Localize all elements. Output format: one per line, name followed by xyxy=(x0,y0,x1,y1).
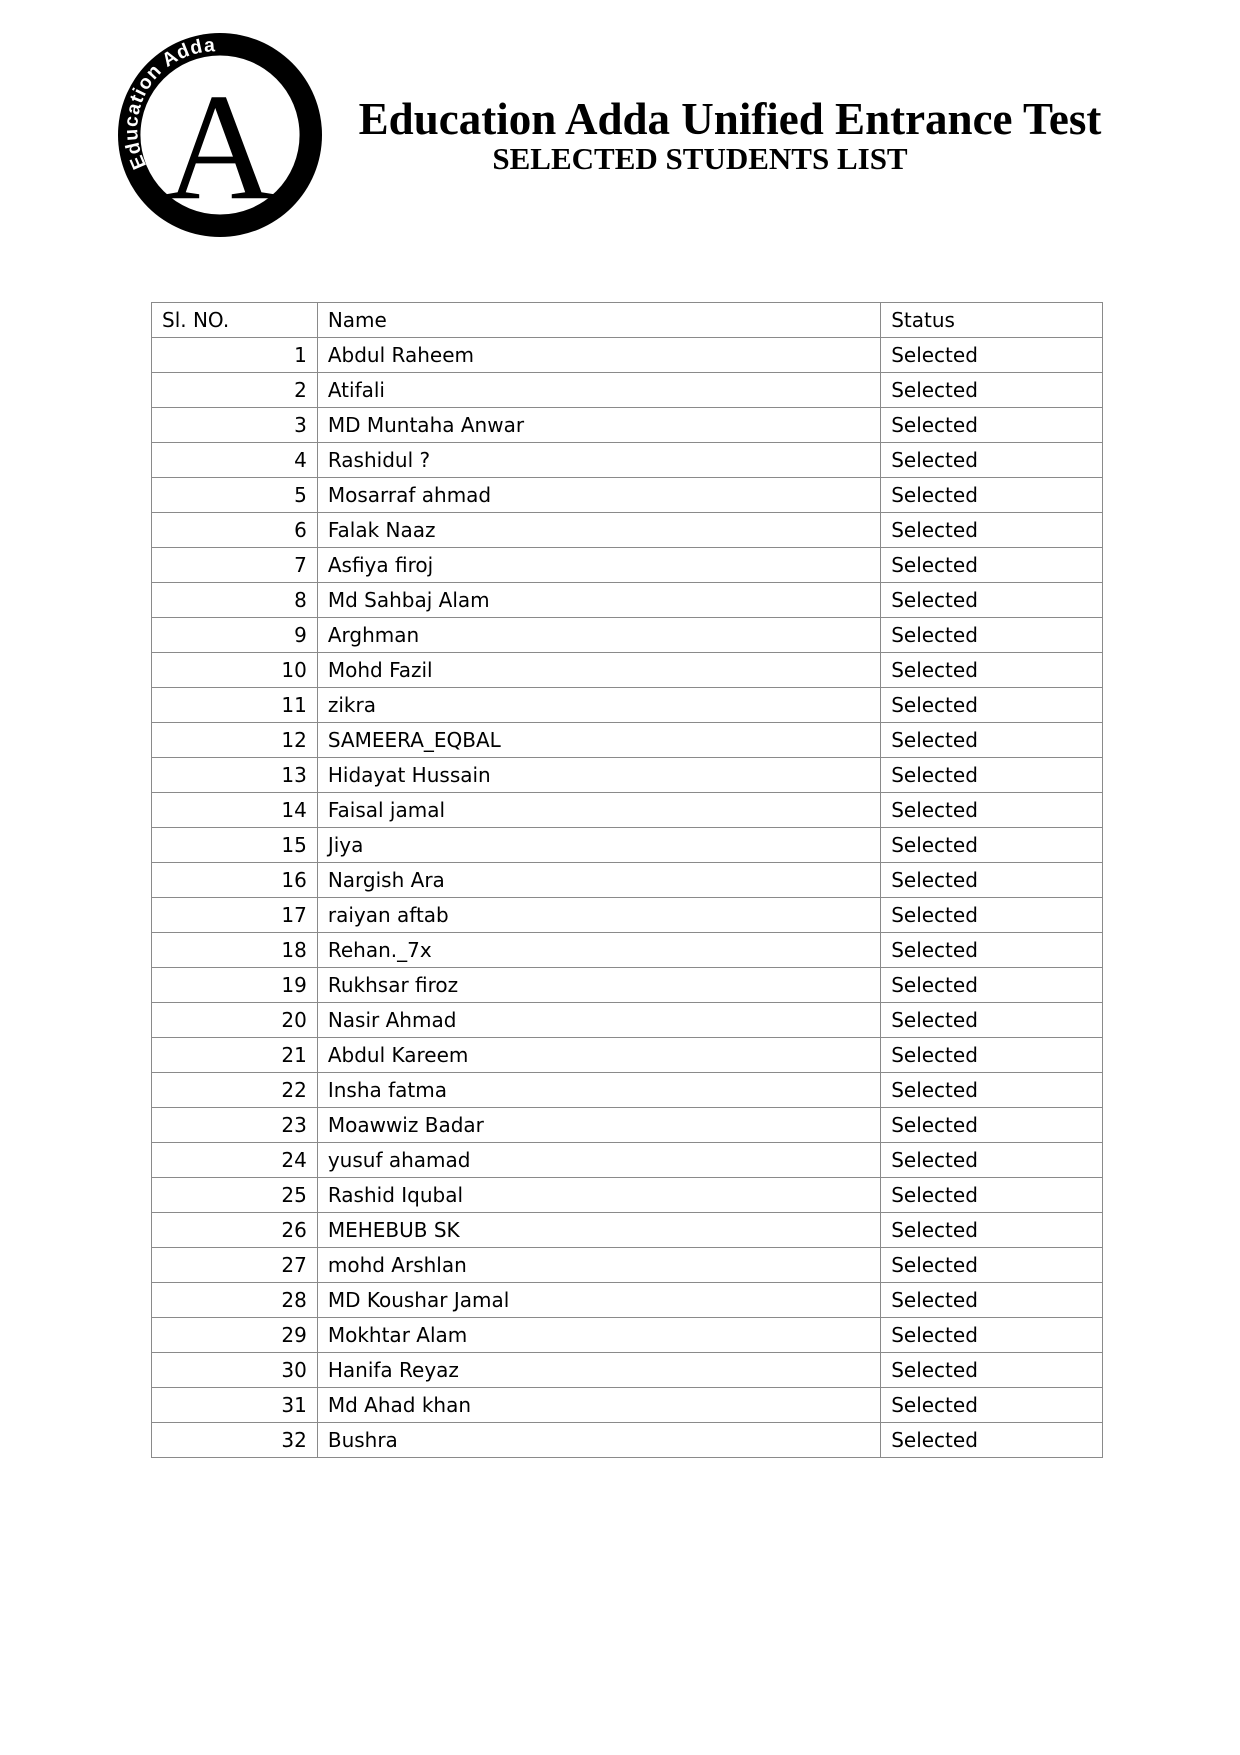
table-row xyxy=(152,1213,1103,1248)
cell-status: Selected xyxy=(881,618,1103,653)
cell-sl-no: 5 xyxy=(152,478,318,513)
table-row xyxy=(152,1318,1103,1353)
cell-name: Asfiya firoj xyxy=(317,548,880,583)
table-row xyxy=(152,968,1103,1003)
cell-status: Selected xyxy=(881,583,1103,618)
table-row xyxy=(152,618,1103,653)
table-row xyxy=(152,863,1103,898)
cell-sl-no: 25 xyxy=(152,1178,318,1213)
cell-status: Selected xyxy=(881,1248,1103,1283)
cell-sl-no: 29 xyxy=(152,1318,318,1353)
cell-sl-no: 2 xyxy=(152,373,318,408)
table-row xyxy=(152,1143,1103,1178)
table-row xyxy=(152,513,1103,548)
cell-status: Selected xyxy=(881,1038,1103,1073)
cell-sl-no: 32 xyxy=(152,1423,318,1458)
table-row xyxy=(152,443,1103,478)
cell-status: Selected xyxy=(881,548,1103,583)
cell-name: Arghman xyxy=(317,618,880,653)
cell-status: Selected xyxy=(881,1003,1103,1038)
cell-name: Hanifa Reyaz xyxy=(317,1353,880,1388)
table-row xyxy=(152,1423,1103,1458)
table-row xyxy=(152,1388,1103,1423)
cell-sl-no: 17 xyxy=(152,898,318,933)
cell-sl-no: 13 xyxy=(152,758,318,793)
cell-name: Abdul Kareem xyxy=(317,1038,880,1073)
cell-name: Nasir Ahmad xyxy=(317,1003,880,1038)
cell-sl-no: 16 xyxy=(152,863,318,898)
cell-sl-no: 7 xyxy=(152,548,318,583)
cell-name: Moawwiz Badar xyxy=(317,1108,880,1143)
cell-name: MD Koushar Jamal xyxy=(317,1283,880,1318)
cell-sl-no: 22 xyxy=(152,1073,318,1108)
table-row xyxy=(152,338,1103,373)
cell-status: Selected xyxy=(881,933,1103,968)
table-row xyxy=(152,653,1103,688)
cell-name: Mosarraf ahmad xyxy=(317,478,880,513)
cell-name: Falak Naaz xyxy=(317,513,880,548)
cell-status: Selected xyxy=(881,373,1103,408)
education-adda-logo xyxy=(118,33,322,237)
cell-name: Rashidul ? xyxy=(317,443,880,478)
table-row xyxy=(152,1003,1103,1038)
table-row xyxy=(152,828,1103,863)
cell-name: Mokhtar Alam xyxy=(317,1318,880,1353)
cell-sl-no: 28 xyxy=(152,1283,318,1318)
cell-name: MD Muntaha Anwar xyxy=(317,408,880,443)
table-row xyxy=(152,758,1103,793)
table-row xyxy=(152,1283,1103,1318)
column-header-sl-no: Sl. NO. xyxy=(152,303,318,338)
table-row xyxy=(152,1073,1103,1108)
cell-sl-no: 1 xyxy=(152,338,318,373)
cell-name: Rehan._7x xyxy=(317,933,880,968)
table-row xyxy=(152,478,1103,513)
cell-status: Selected xyxy=(881,443,1103,478)
cell-name: mohd Arshlan xyxy=(317,1248,880,1283)
cell-name: Rukhsar firoz xyxy=(317,968,880,1003)
cell-status: Selected xyxy=(881,513,1103,548)
cell-name: Atifali xyxy=(317,373,880,408)
cell-sl-no: 26 xyxy=(152,1213,318,1248)
table-row xyxy=(152,933,1103,968)
column-header-name: Name xyxy=(317,303,880,338)
table-row xyxy=(152,723,1103,758)
cell-name: Bushra xyxy=(317,1423,880,1458)
table-row xyxy=(152,1353,1103,1388)
cell-status: Selected xyxy=(881,1213,1103,1248)
cell-sl-no: 21 xyxy=(152,1038,318,1073)
table-row xyxy=(152,583,1103,618)
cell-sl-no: 15 xyxy=(152,828,318,863)
cell-status: Selected xyxy=(881,1423,1103,1458)
cell-status: Selected xyxy=(881,1073,1103,1108)
cell-status: Selected xyxy=(881,828,1103,863)
cell-sl-no: 6 xyxy=(152,513,318,548)
cell-name: raiyan aftab xyxy=(317,898,880,933)
cell-status: Selected xyxy=(881,653,1103,688)
cell-sl-no: 31 xyxy=(152,1388,318,1423)
cell-sl-no: 14 xyxy=(152,793,318,828)
cell-status: Selected xyxy=(881,758,1103,793)
cell-name: Insha fatma xyxy=(317,1073,880,1108)
cell-sl-no: 18 xyxy=(152,933,318,968)
selected-students-table xyxy=(151,302,1103,1458)
cell-status: Selected xyxy=(881,898,1103,933)
svg-text:A: A xyxy=(164,63,276,233)
cell-name: Faisal jamal xyxy=(317,793,880,828)
cell-status: Selected xyxy=(881,1108,1103,1143)
cell-status: Selected xyxy=(881,723,1103,758)
cell-status: Selected xyxy=(881,1178,1103,1213)
table-row xyxy=(152,1248,1103,1283)
cell-sl-no: 27 xyxy=(152,1248,318,1283)
cell-name: Mohd Fazil xyxy=(317,653,880,688)
cell-status: Selected xyxy=(881,863,1103,898)
table-row xyxy=(152,793,1103,828)
table-header-row xyxy=(152,303,1103,338)
table-row xyxy=(152,408,1103,443)
table-row xyxy=(152,1178,1103,1213)
cell-sl-no: 19 xyxy=(152,968,318,1003)
cell-status: Selected xyxy=(881,793,1103,828)
cell-sl-no: 30 xyxy=(152,1353,318,1388)
cell-name: Jiya xyxy=(317,828,880,863)
svg-text:Education Adda: Education Adda xyxy=(120,34,217,173)
cell-status: Selected xyxy=(881,408,1103,443)
table-row xyxy=(152,688,1103,723)
cell-status: Selected xyxy=(881,1283,1103,1318)
cell-status: Selected xyxy=(881,338,1103,373)
column-header-status: Status xyxy=(881,303,1103,338)
cell-status: Selected xyxy=(881,1353,1103,1388)
cell-sl-no: 8 xyxy=(152,583,318,618)
table-row xyxy=(152,898,1103,933)
cell-status: Selected xyxy=(881,688,1103,723)
page-subtitle: SELECTED STUDENTS LIST xyxy=(492,141,908,176)
cell-name: SAMEERA_EQBAL xyxy=(317,723,880,758)
cell-name: Md Ahad khan xyxy=(317,1388,880,1423)
cell-sl-no: 20 xyxy=(152,1003,318,1038)
table-row xyxy=(152,1038,1103,1073)
cell-name: yusuf ahamad xyxy=(317,1143,880,1178)
cell-status: Selected xyxy=(881,1388,1103,1423)
cell-sl-no: 12 xyxy=(152,723,318,758)
cell-status: Selected xyxy=(881,1143,1103,1178)
table-row xyxy=(152,548,1103,583)
cell-name: MEHEBUB SK xyxy=(317,1213,880,1248)
cell-name: Rashid Iqubal xyxy=(317,1178,880,1213)
cell-name: Nargish Ara xyxy=(317,863,880,898)
cell-name: Md Sahbaj Alam xyxy=(317,583,880,618)
cell-name: Hidayat Hussain xyxy=(317,758,880,793)
cell-status: Selected xyxy=(881,1318,1103,1353)
cell-sl-no: 3 xyxy=(152,408,318,443)
cell-sl-no: 24 xyxy=(152,1143,318,1178)
cell-sl-no: 4 xyxy=(152,443,318,478)
cell-sl-no: 9 xyxy=(152,618,318,653)
cell-name: zikra xyxy=(317,688,880,723)
cell-sl-no: 11 xyxy=(152,688,318,723)
cell-status: Selected xyxy=(881,478,1103,513)
table-row xyxy=(152,1108,1103,1143)
cell-sl-no: 10 xyxy=(152,653,318,688)
table-row xyxy=(152,373,1103,408)
cell-name: Abdul Raheem xyxy=(317,338,880,373)
cell-status: Selected xyxy=(881,968,1103,1003)
cell-sl-no: 23 xyxy=(152,1108,318,1143)
page-title: Education Adda Unified Entrance Test xyxy=(358,94,1102,144)
